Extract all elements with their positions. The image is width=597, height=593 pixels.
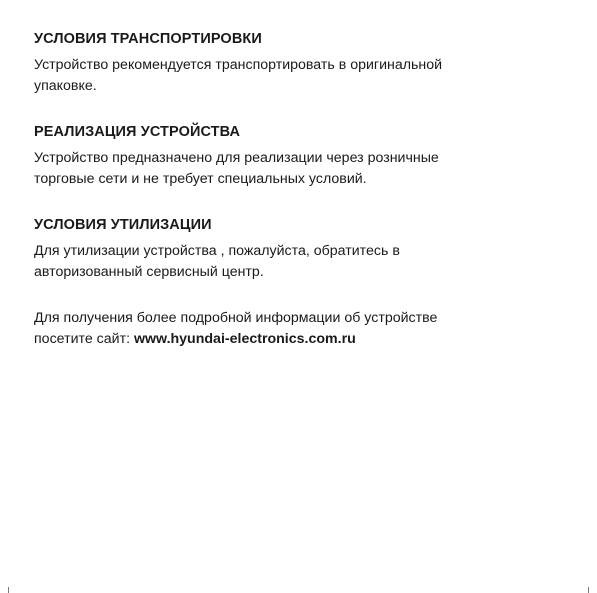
transport-text xyxy=(34,55,574,97)
transport-line-1: Устройство рекомендуется транспортировать в оригинальной xyxy=(34,57,443,73)
disposal-section xyxy=(34,215,574,283)
sale-text xyxy=(34,148,574,190)
crop-mark-right xyxy=(588,587,589,593)
transport-section xyxy=(34,29,574,97)
disposal-text xyxy=(34,241,574,283)
sale-line-1: Устройство предназначено для реализации через розничные xyxy=(34,150,439,166)
sale-heading: РЕАЛИЗАЦИЯ УСТРОЙСТВА xyxy=(34,124,241,140)
transport-line-2: упаковке. xyxy=(34,78,97,94)
disposal-heading: УСЛОВИЯ УТИЛИЗАЦИИ xyxy=(34,217,212,233)
disposal-line-1: Для утилизации устройства , пожалуйста, обратитесь в xyxy=(34,243,400,259)
disposal-line-2: авторизованный сервисный центр. xyxy=(34,264,264,280)
info-text xyxy=(34,308,574,350)
info-line-2-prefix: посетите сайт: xyxy=(34,331,134,347)
website-link[interactable]: www.hyundai-electronics.com.ru xyxy=(133,331,356,347)
info-section xyxy=(34,308,574,350)
info-line-1: Для получения более подробной информации об устройстве xyxy=(34,310,438,326)
manual-page xyxy=(34,29,574,350)
sale-line-2: торговые сети и не требует специальных условий. xyxy=(34,171,367,187)
crop-mark-left xyxy=(8,587,9,593)
transport-heading: УСЛОВИЯ ТРАНСПОРТИРОВКИ xyxy=(34,31,262,47)
sale-section xyxy=(34,122,574,190)
